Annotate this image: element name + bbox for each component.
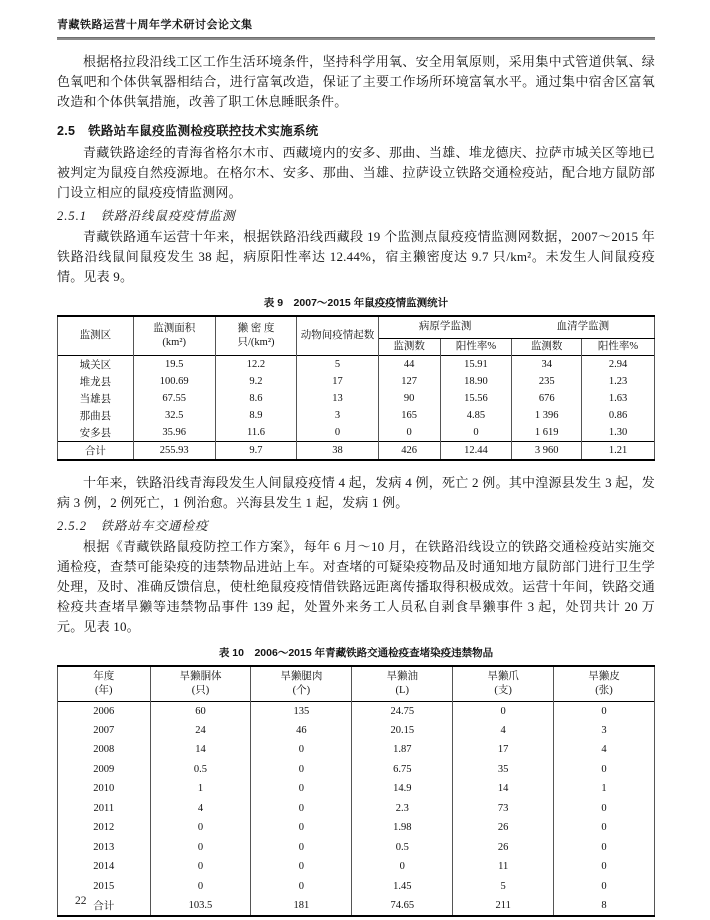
table-cell: 15.91 [440,355,512,373]
table-cell: 1 619 [512,424,582,442]
table9-header [58,316,655,355]
page-number: 22 [75,895,87,907]
table-cell: 0.86 [582,407,655,424]
table-cell: 0.5 [352,838,453,858]
table-cell: 0 [251,877,352,897]
table-cell: 24 [150,721,251,741]
th-year: 年度 (年) [58,666,151,702]
table-cell: 35 [453,760,554,780]
table-cell: 0.5 [150,760,251,780]
table-cell: 4 [150,799,251,819]
table-row [58,760,655,780]
table-cell: 0 [352,857,453,877]
table-row [58,424,655,442]
table-cell: 0 [554,838,655,858]
paragraph-human-cases: 十年来，铁路沿线青海段发生人间鼠疫疫情 4 起，发病 4 例，死亡 2 例。其中湟源县发生 3 起，发病 3 例，2 例死亡，1 例治愈。兴海县发生 1 起，发病 1 例。 [57,474,655,510]
table-cell: 2013 [58,838,151,858]
th-serum-rate: 阳性率% [582,338,655,355]
table-cell: 211 [453,896,554,916]
table-cell: 城关区 [58,355,134,373]
table-contraband [57,665,655,917]
table-cell: 1.21 [582,441,655,460]
subsection-heading-2-5-1: 2.5.1 铁路沿线鼠疫疫情监测 [57,209,236,223]
table-cell: 235 [512,373,582,390]
table-row [58,838,655,858]
table-row [58,721,655,741]
table-cell: 9.2 [215,373,297,390]
table-cell: 1.87 [352,740,453,760]
table-cell: 8.9 [215,407,297,424]
table-cell: 堆龙县 [58,373,134,390]
table-cell: 12.44 [440,441,512,460]
table-cell: 426 [378,441,440,460]
table-row [58,877,655,897]
table-cell: 0 [554,818,655,838]
table-cell: 0 [150,877,251,897]
table-cell: 2011 [58,799,151,819]
table-cell: 100.69 [133,373,215,390]
table-cell: 0 [554,799,655,819]
table-row [58,779,655,799]
running-head: 青藏铁路运营十周年学术研讨会论文集 [57,19,253,31]
subsection-heading-2-5-2: 2.5.2 铁路站车交通检疫 [57,518,209,533]
paragraph-quarantine: 根据《青藏铁路鼠疫防控工作方案》，每年 6 月～10 月，在铁路沿线设立的铁路交通检疫站实施交通检疫，查禁可能染疫的违禁物品进站上车。对查堵的可疑染疫物品及时通知地方鼠防部门进行卫生学处理，及时、准确反馈信息，使杜绝鼠疫疫情借铁路远距离传播取得积极成效。运营十年间，铁路交通检疫共查堵旱獭等违禁物品事件 139 起，处置外来务工人员私自剥食旱獭事件 3 起，处罚共计 20 万元。见表 10。 [57,538,655,634]
table-cell: 0 [378,424,440,442]
table-cell: 安多县 [58,424,134,442]
table-row [58,857,655,877]
table-row [58,896,655,916]
table-row [58,390,655,407]
table-cell: 90 [378,390,440,407]
table-cell: 2009 [58,760,151,780]
table-cell: 2006 [58,701,151,721]
table-cell: 26 [453,838,554,858]
table-cell: 4 [453,721,554,741]
table-cell: 73 [453,799,554,819]
table-cell: 0 [440,424,512,442]
th-animal-outbreaks: 动物间疫情起数 [297,316,378,355]
table-cell: 2012 [58,818,151,838]
table-cell: 4 [554,740,655,760]
table-cell: 34 [512,355,582,373]
table-cell: 2010 [58,779,151,799]
table-cell: 127 [378,373,440,390]
table-cell: 1.98 [352,818,453,838]
table-cell: 那曲县 [58,407,134,424]
table-cell: 67.55 [133,390,215,407]
table-cell: 0 [297,424,378,442]
th-marmot-carcass: 旱獭胴体 (只) [150,666,251,702]
table-cell: 0 [251,799,352,819]
table-cell: 0 [554,877,655,897]
table-plague-monitoring [57,315,655,461]
table-cell: 24.75 [352,701,453,721]
th-marmot-claw: 旱獭爪 (支) [453,666,554,702]
table-cell: 2.94 [582,355,655,373]
table-cell: 0 [150,838,251,858]
table-cell: 2015 [58,877,151,897]
th-pathogen-rate: 阳性率% [440,338,512,355]
table-cell: 46 [251,721,352,741]
table-cell: 3 [554,721,655,741]
th-density: 獭 密 度 只/(km²) [215,316,297,355]
table-cell: 0 [251,760,352,780]
th-area: 监测面积 (km²) [133,316,215,355]
table-row [58,818,655,838]
paragraph-oxygen: 根据格拉段沿线工区工作生活环境条件，坚持科学用氧、安全用氧原则，采用集中式管道供氧、绿色氧吧和个体供氧器相结合，进行富氧改造，保证了主要工作场所环境富氧水平。通过集中宿舍区富氧改造和个体供氧措施，改善了职工休息睡眠条件。 [57,54,655,109]
table-row [58,740,655,760]
table-cell: 3 [297,407,378,424]
table-row [58,441,655,460]
th-marmot-skin: 旱獭皮 (张) [554,666,655,702]
table-row [58,373,655,390]
table9-caption: 表 9 2007～2015 年鼠疫疫情监测统计 [263,297,449,309]
table-cell: 20.15 [352,721,453,741]
table-cell: 5 [453,877,554,897]
table-cell: 74.65 [352,896,453,916]
table-cell: 8 [554,896,655,916]
table-cell: 19.5 [133,355,215,373]
table-cell: 4.85 [440,407,512,424]
table-cell: 44 [378,355,440,373]
table-cell: 5 [297,355,378,373]
table-cell: 3 960 [512,441,582,460]
table-cell: 181 [251,896,352,916]
th-serum-count: 监测数 [512,338,582,355]
table-cell: 165 [378,407,440,424]
table-cell: 14.9 [352,779,453,799]
table-cell: 2014 [58,857,151,877]
table-row [58,407,655,424]
header-divider [57,37,655,40]
table-cell: 35.96 [133,424,215,442]
th-marmot-leg-meat: 旱獭腿肉 (个) [251,666,352,702]
table-cell: 11.6 [215,424,297,442]
table-cell: 13 [297,390,378,407]
table-cell: 135 [251,701,352,721]
table-cell: 103.5 [150,896,251,916]
table10-header [58,666,655,702]
table-row [58,355,655,373]
table-cell: 8.6 [215,390,297,407]
table-cell: 1.63 [582,390,655,407]
table-cell: 676 [512,390,582,407]
paragraph-plague-areas: 青藏铁路途经的青海省格尔木市、西藏境内的安多、那曲、当雄、堆龙德庆、拉萨市城关区等地已被判定为鼠疫自然疫源地。在格尔木、安多、那曲、当雄、拉萨设立铁路交通检疫站，配合地方鼠防部门设立相应的鼠疫疫情监测网。 [57,145,655,200]
table-cell: 6.75 [352,760,453,780]
table-cell: 0 [251,818,352,838]
table-cell: 14 [150,740,251,760]
table-cell: 1.23 [582,373,655,390]
table-cell: 2.3 [352,799,453,819]
table-cell: 0 [251,779,352,799]
table10-body [58,701,655,896]
table-cell: 0 [554,857,655,877]
table-cell: 15.56 [440,390,512,407]
table-cell: 合计 [58,896,151,916]
table-cell: 11 [453,857,554,877]
th-group-pathogen: 病原学监测 [378,316,512,338]
th-pathogen-count: 监测数 [378,338,440,355]
table9-total [58,441,655,460]
table-cell: 38 [297,441,378,460]
table9-body [58,355,655,441]
table-cell: 当雄县 [58,390,134,407]
table-cell: 0 [554,760,655,780]
table-row [58,799,655,819]
table-cell: 0 [251,838,352,858]
table-cell: 1 [150,779,251,799]
table-cell: 14 [453,779,554,799]
table-cell: 18.90 [440,373,512,390]
th-marmot-oil: 旱獭油 (L) [352,666,453,702]
table-cell: 1 [554,779,655,799]
table-cell: 32.5 [133,407,215,424]
table-row [58,701,655,721]
table-cell: 255.93 [133,441,215,460]
th-region: 监测区 [58,316,134,355]
section-heading-2-5: 2.5 铁路站车鼠疫监测检疫联控技术实施系统 [57,124,319,138]
table-cell: 0 [251,740,352,760]
table-cell: 1.30 [582,424,655,442]
th-group-serum: 血清学监测 [512,316,655,338]
table-cell: 0 [554,701,655,721]
table-cell: 0 [251,857,352,877]
table10-caption: 表 10 2006～2015 年青藏铁路交通检疫查堵染疫违禁物品 [218,646,494,659]
table-cell: 9.7 [215,441,297,460]
table-cell: 0 [150,818,251,838]
table-cell: 0 [453,701,554,721]
table-cell: 26 [453,818,554,838]
table-cell: 12.2 [215,355,297,373]
table-cell: 17 [297,373,378,390]
table10-total [58,896,655,916]
paragraph-monitoring: 青藏铁路通车运营十年来，根据铁路沿线西藏段 19 个监测点鼠疫疫情监测网数据，2007～2015 年铁路沿线鼠间鼠疫发生 38 起，病原阳性率达 12.44%，宿主獭密度达 9.7 只/km²。未发生人间鼠疫疫情。见表 9。 [57,229,655,284]
table-cell: 合计 [58,441,134,460]
table-cell: 0 [150,857,251,877]
table-cell: 2008 [58,740,151,760]
table-cell: 17 [453,740,554,760]
table-cell: 2007 [58,721,151,741]
table-cell: 60 [150,701,251,721]
table-cell: 1 396 [512,407,582,424]
table-cell: 1.45 [352,877,453,897]
